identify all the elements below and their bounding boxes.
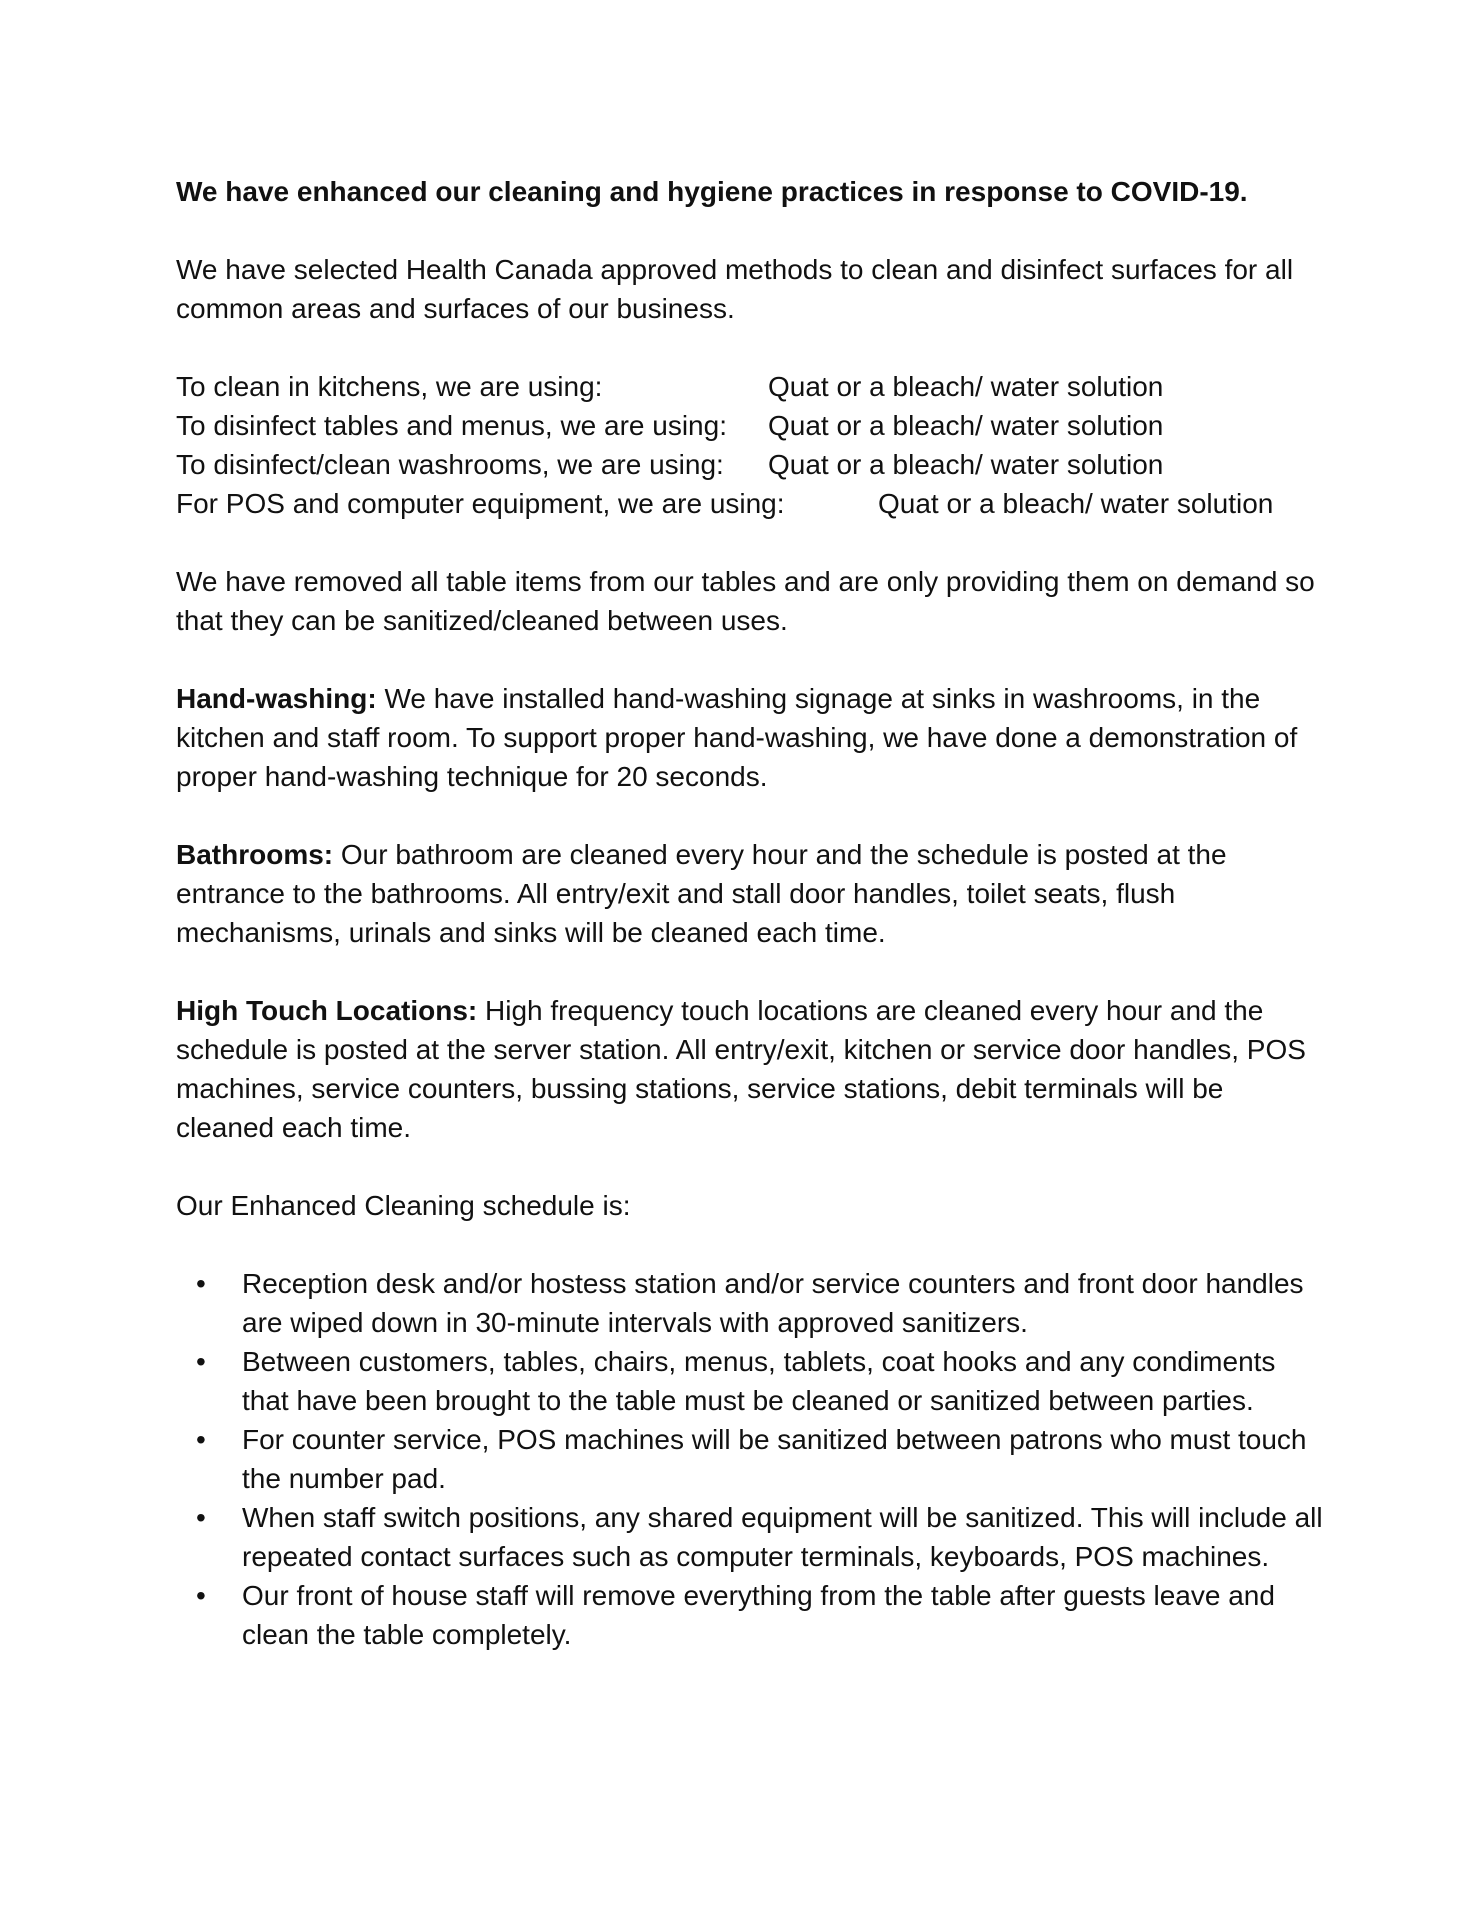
method-value: Quat or a bleach/ water solution xyxy=(768,371,1164,402)
method-value: Quat or a bleach/ water solution xyxy=(768,449,1164,480)
method-label: To disinfect tables and menus, we are using: xyxy=(176,410,727,441)
cleaning-methods-list xyxy=(176,367,1324,523)
schedule-item xyxy=(196,1342,1324,1420)
bullet-icon: • xyxy=(196,1502,206,1533)
bullet-icon: • xyxy=(196,1580,206,1611)
schedule-item xyxy=(196,1576,1324,1654)
page-heading: We have enhanced our cleaning and hygiene practices in response to COVID-19. xyxy=(176,176,1248,207)
hand-washing-text: We have installed hand-washing signage at sinks in washrooms, in the kitchen and staff room. To support proper hand-washing, we have done a demonstration of proper hand-washing technique for 20 seconds. xyxy=(176,683,1298,792)
table-items-paragraph: We have removed all table items from our tables and are only providing them on demand so that they can be sanitized/cleaned between uses. xyxy=(176,566,1315,636)
schedule-item xyxy=(196,1498,1324,1576)
method-label: For POS and computer equipment, we are using: xyxy=(176,488,785,519)
bullet-icon: • xyxy=(196,1346,206,1377)
method-row-washrooms xyxy=(176,445,1324,484)
schedule-item-text: For counter service, POS machines will be sanitized between patrons who must touch the number pad. xyxy=(242,1424,1307,1494)
high-touch-label: High Touch Locations: xyxy=(176,995,478,1026)
schedule-item-text: Between customers, tables, chairs, menus, tablets, coat hooks and any condiments that have been brought to the table must be cleaned or sanitized between parties. xyxy=(242,1346,1276,1416)
high-touch-text: High frequency touch locations are cleaned every hour and the schedule is posted at the server station. All entry/exit, kitchen or service door handles, POS machines, service counters, bussing stations, service stations, debit terminals will be cleaned each time. xyxy=(176,995,1306,1143)
method-value: Quat or a bleach/ water solution xyxy=(878,488,1274,519)
bathrooms-label: Bathrooms: xyxy=(176,839,334,870)
method-label: To clean in kitchens, we are using: xyxy=(176,371,603,402)
schedule-item xyxy=(196,1420,1324,1498)
bathrooms-text: Our bathroom are cleaned every hour and the schedule is posted at the entrance to the bathrooms. All entry/exit and stall door handles, toilet seats, flush mechanisms, urinals and sinks will be cleaned each time. xyxy=(176,839,1227,948)
method-value: Quat or a bleach/ water solution xyxy=(768,410,1164,441)
bullet-icon: • xyxy=(196,1424,206,1455)
hand-washing-label: Hand-washing: xyxy=(176,683,377,714)
bathrooms-paragraph xyxy=(176,835,1324,952)
schedule-item xyxy=(196,1264,1324,1342)
bullet-icon: • xyxy=(196,1268,206,1299)
schedule-intro: Our Enhanced Cleaning schedule is: xyxy=(176,1190,631,1221)
method-row-tables-menus xyxy=(176,406,1324,445)
schedule-item-text: Our front of house staff will remove everything from the table after guests leave and clean the table completely. xyxy=(242,1580,1275,1650)
intro-paragraph: We have selected Health Canada approved methods to clean and disinfect surfaces for all common areas and surfaces of our business. xyxy=(176,254,1294,324)
hand-washing-paragraph xyxy=(176,679,1324,796)
method-label: To disinfect/clean washrooms, we are using: xyxy=(176,449,724,480)
high-touch-paragraph xyxy=(176,991,1324,1147)
schedule-item-text: When staff switch positions, any shared equipment will be sanitized. This will include all repeated contact surfaces such as computer terminals, keyboards, POS machines. xyxy=(242,1502,1323,1572)
method-row-pos-equipment xyxy=(176,484,1324,523)
cleaning-schedule-list xyxy=(176,1264,1324,1654)
schedule-item-text: Reception desk and/or hostess station and/or service counters and front door handles are wiped down in 30-minute intervals with approved sanitizers. xyxy=(242,1268,1304,1338)
method-row-kitchens xyxy=(176,367,1324,406)
